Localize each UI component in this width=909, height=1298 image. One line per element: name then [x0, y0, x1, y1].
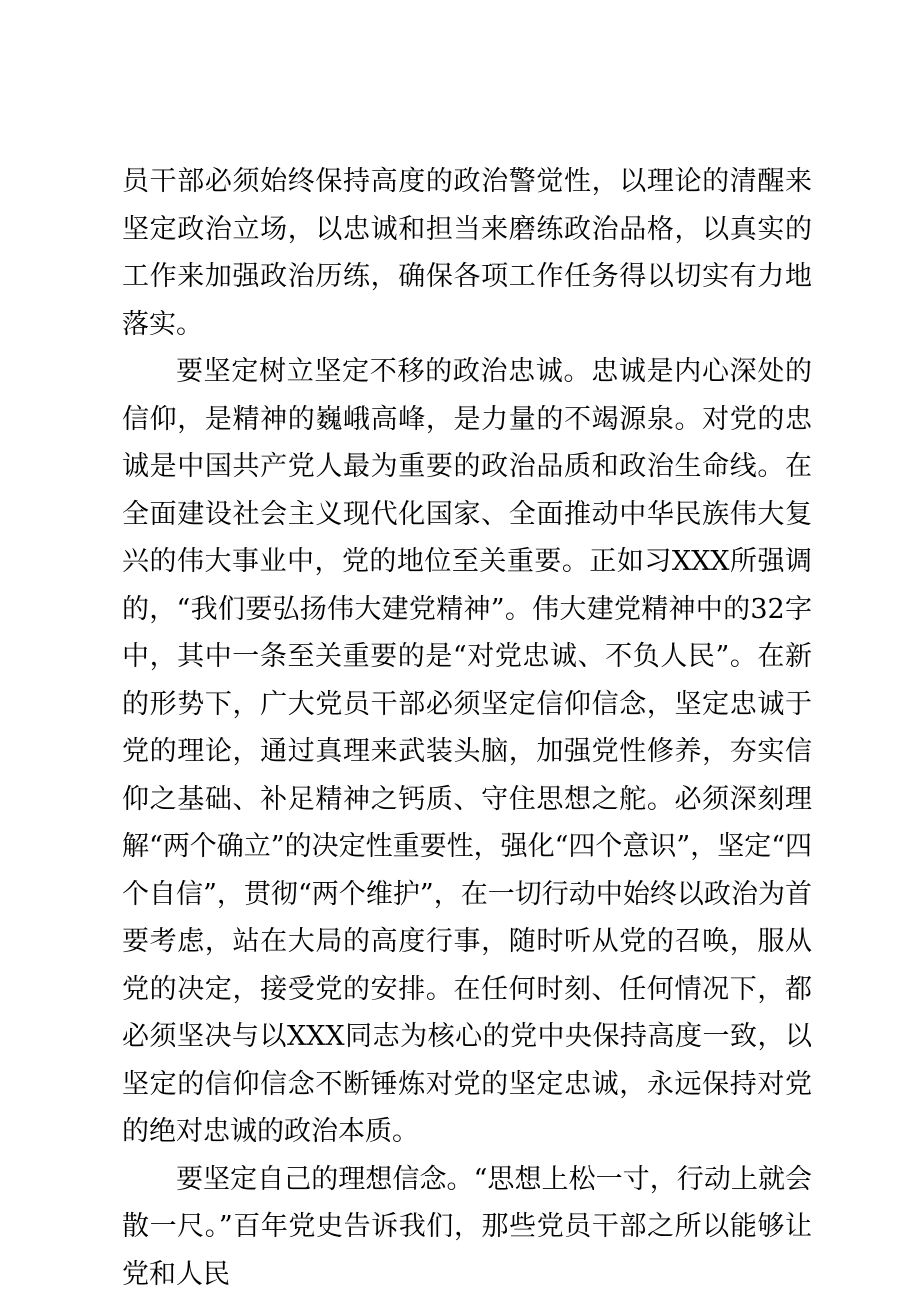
paragraph-ideals-beliefs: 要坚定自己的理想信念。“思想上松一寸，行动上就会散一尺。”百年党史告诉我们，那些党员干部之所以能够让党和人民 — [122, 1156, 812, 1298]
paragraph-continuation: 员干部必须始终保持高度的政治警觉性，以理论的清醒来坚定政治立场，以忠诚和担当来磨练政治品格，以真实的工作来加强政治历练，确保各项工作任务得以切实有力地落实。 — [122, 158, 812, 348]
paragraph-political-loyalty: 要坚定树立坚定不移的政治忠诚。忠诚是内心深处的信仰，是精神的巍峨高峰，是力量的不竭源泉。对党的忠诚是中国共产党人最为重要的政治品质和政治生命线。在全面建设社会主义现代化国家、全面推动中华民族伟大复兴的伟大事业中，党的地位至关重要。正如习XXX所强调的，“我们要弘扬伟大建党精神”。伟大建党精神中的32字中，其中一条至关重要的是“对党忠诚、不负人民”。在新的形势下，广大党员干部必须坚定信仰信念，坚定忠诚于党的理论，通过真理来武装头脑，加强党性修养，夯实信仰之基础、补足精神之钙质、守住思想之舵。必须深刻理解“两个确立”的决定性重要性，强化“四个意识”，坚定“四个自信”，贯彻“两个维护”，在一切行动中始终以政治为首要考虑，站在大局的高度行事，随时听从党的召唤，服从党的决定，接受党的安排。在任何时刻、任何情况下，都必须坚决与以XXX同志为核心的党中央保持高度一致，以坚定的信仰信念不断锤炼对党的坚定忠诚，永远保持对党的绝对忠诚的政治本质。 — [122, 348, 812, 1156]
document-body — [122, 158, 812, 1298]
